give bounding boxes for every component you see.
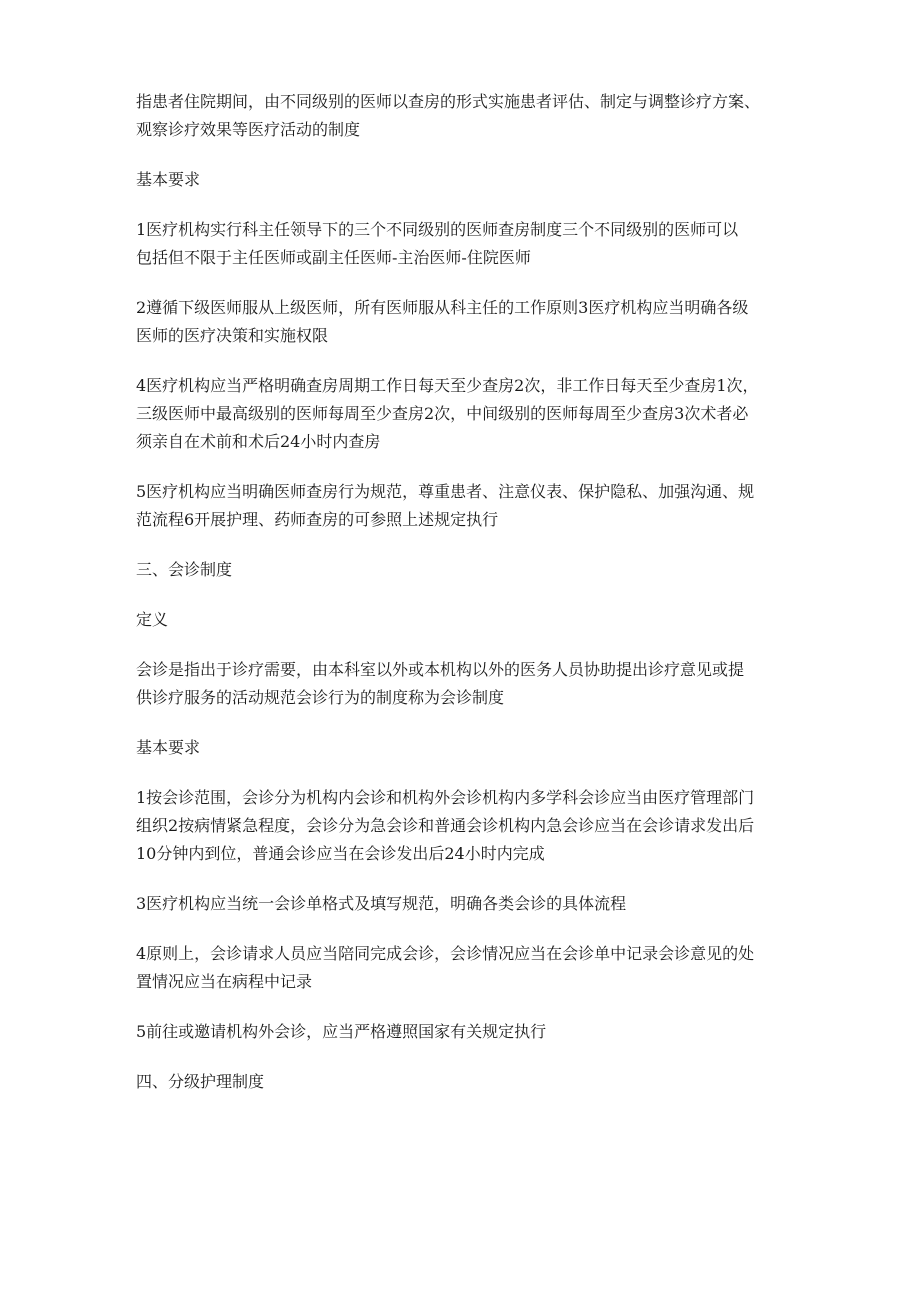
subheading-basic-requirements <box>136 734 800 762</box>
text-line: 基本要求 <box>136 170 201 189</box>
paragraph-consultation-definition <box>136 656 800 712</box>
subheading-definition <box>136 606 800 634</box>
text-line: 2遵循下级医师服从上级医师，所有医师服从科主任的工作原则3医疗机构应当明确各级 <box>136 298 749 317</box>
text-line: 三级医师中最高级别的医师每周至少查房2次，中间级别的医师每周至少查房3次术者必 <box>136 404 749 423</box>
paragraph-consultation-requirement-3 <box>136 890 800 918</box>
section-heading-nursing-levels <box>136 1068 800 1096</box>
paragraph-requirement-5-6 <box>136 478 800 534</box>
paragraph-requirement-4 <box>136 372 800 456</box>
paragraph-consultation-requirement-1-2 <box>136 784 800 868</box>
text-line: 10分钟内到位，普通会诊应当在会诊发出后24小时内完成 <box>136 844 545 863</box>
text-line: 置情况应当在病程中记录 <box>136 972 313 991</box>
paragraph-consultation-requirement-4 <box>136 940 800 996</box>
section-heading-basic-requirements <box>136 166 800 194</box>
paragraph-requirement-1 <box>136 216 800 272</box>
text-line: 观察诊疗效果等医疗活动的制度 <box>136 120 361 139</box>
text-line: 5医疗机构应当明确医师查房行为规范，尊重患者、注意仪表、保护隐私、加强沟通、规 <box>136 482 755 501</box>
text-line: 1医疗机构实行科主任领导下的三个不同级别的医师查房制度三个不同级别的医师可以 <box>136 220 739 239</box>
text-line: 包括但不限于主任医师或副主任医师-主治医师-住院医师 <box>136 248 531 267</box>
text-line: 1按会诊范围，会诊分为机构内会诊和机构外会诊机构内多学科会诊应当由医疗管理部门 <box>136 788 755 807</box>
paragraph-ward-round-definition <box>136 88 800 144</box>
text-line: 四、分级护理制度 <box>136 1072 265 1091</box>
text-line: 医师的医疗决策和实施权限 <box>136 326 329 345</box>
paragraph-consultation-requirement-5 <box>136 1018 800 1046</box>
paragraph-requirement-2-3 <box>136 294 800 350</box>
text-line: 三、会诊制度 <box>136 560 233 579</box>
text-line: 3医疗机构应当统一会诊单格式及填写规范，明确各类会诊的具体流程 <box>136 894 627 913</box>
document-body <box>136 88 800 1118</box>
text-line: 基本要求 <box>136 738 201 757</box>
text-line: 须亲自在术前和术后24小时内查房 <box>136 432 381 451</box>
text-line: 定义 <box>136 610 169 629</box>
text-line: 会诊是指出于诊疗需要，由本科室以外或本机构以外的医务人员协助提出诊疗意见或提 <box>136 660 745 679</box>
text-line: 组织2按病情紧急程度，会诊分为急会诊和普通会诊机构内急会诊应当在会诊请求发出后 <box>136 816 755 835</box>
text-line: 供诊疗服务的活动规范会诊行为的制度称为会诊制度 <box>136 688 505 707</box>
text-line: 4医疗机构应当严格明确查房周期工作日每天至少查房2次，非工作日每天至少查房1次， <box>136 376 759 395</box>
text-line: 5前往或邀请机构外会诊，应当严格遵照国家有关规定执行 <box>136 1022 547 1041</box>
text-line: 范流程6开展护理、药师查房的可参照上述规定执行 <box>136 510 499 529</box>
text-line: 指患者住院期间，由不同级别的医师以查房的形式实施患者评估、制定与调整诊疗方案、 <box>136 92 761 111</box>
text-line: 4原则上，会诊请求人员应当陪同完成会诊，会诊情况应当在会诊单中记录会诊意见的处 <box>136 944 755 963</box>
section-heading-consultation <box>136 556 800 584</box>
